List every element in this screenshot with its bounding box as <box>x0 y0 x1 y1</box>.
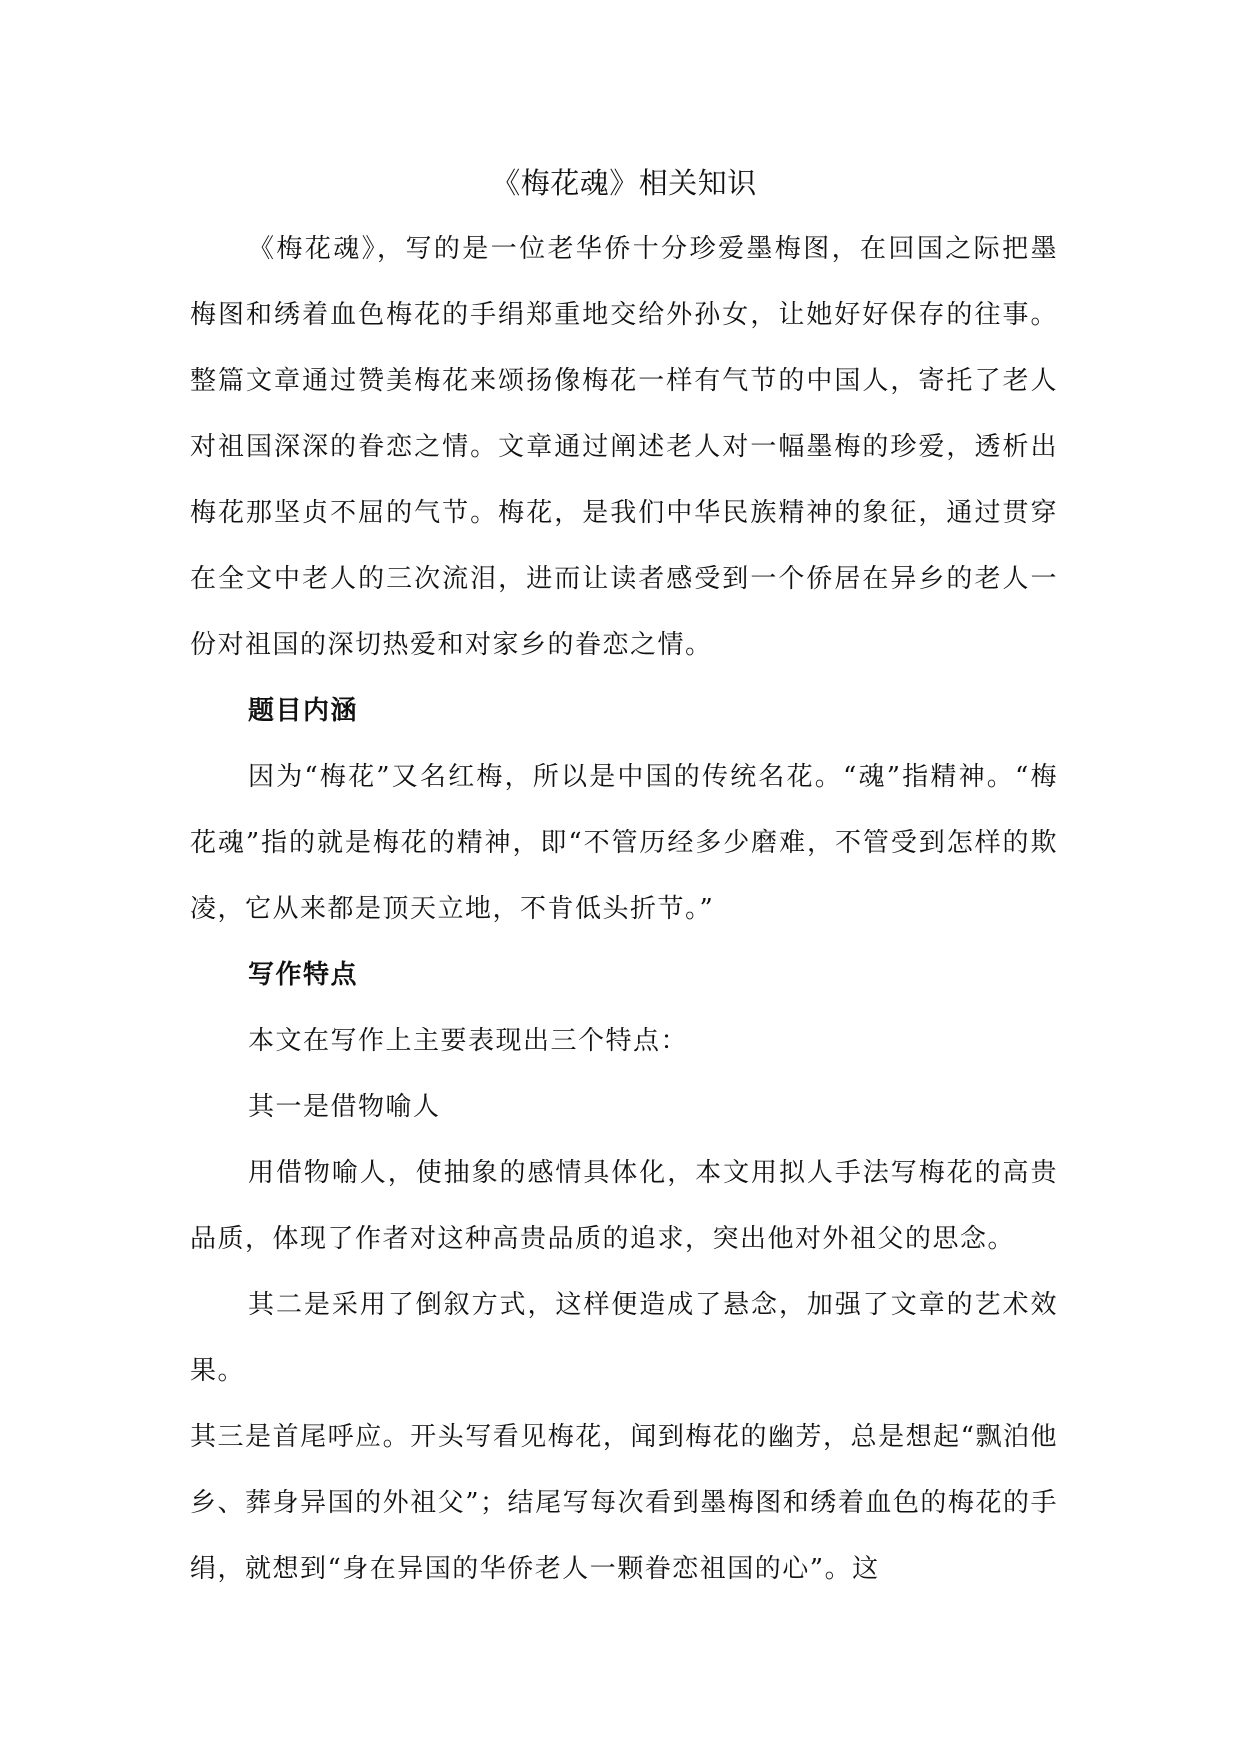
feature-one-paragraph: 用借物喻人，使抽象的感情具体化，本文用拟人手法写梅花的高贵品质，体现了作者对这种高贵品质的追求，突出他对外祖父的思念。 <box>190 1158 1058 1254</box>
intro-paragraph: 《梅花魂》，写的是一位老华侨十分珍爱墨梅图，在回国之际把墨梅图和绣着血色梅花的手绢郑重地交给外孙女，让她好好保存的往事。整篇文章通过赞美梅花来颂扬像梅花一样有气节的中国人，寄托了老人对祖国深深的眷恋之情。文章通过阐述老人对一幅墨梅的珍爱，透析出梅花那坚贞不屈的气节。梅花，是我们中华民族精神的象征，通过贯穿在全文中老人的三次流泪，进而让读者感受到一个侨居在异乡的老人一份对祖国的深切热爱和对家乡的眷恋之情。 <box>190 234 1058 660</box>
features-intro-paragraph: 本文在写作上主要表现出三个特点： <box>248 1026 689 1056</box>
feature-three-paragraph: 其三是首尾呼应。开头写看见梅花，闻到梅花的幽芳，总是想起“飘泊他乡、葬身异国的外祖父”；结尾写每次看到墨梅图和绣着血色的梅花的手绢，就想到“身在异国的华侨老人一颗眷恋祖国的心”。这 <box>190 1422 1058 1584</box>
section-heading-meaning: 题目内涵 <box>248 696 359 726</box>
document-body <box>190 150 1058 1602</box>
feature-two-paragraph: 其二是采用了倒叙方式，这样便造成了悬念，加强了文章的艺术效果。 <box>190 1290 1058 1386</box>
meaning-paragraph: 因为“梅花”又名红梅，所以是中国的传统名花。“魂”指精神。“梅花魂”指的就是梅花的精神，即“不管历经多少磨难，不管受到怎样的欺凌，它从来都是顶天立地，不肯低头折节。” <box>190 762 1058 924</box>
document-title: 《梅花魂》相关知识 <box>491 166 757 200</box>
section-heading-features: 写作特点 <box>248 960 359 990</box>
feature-one-title: 其一是借物喻人 <box>248 1092 441 1122</box>
